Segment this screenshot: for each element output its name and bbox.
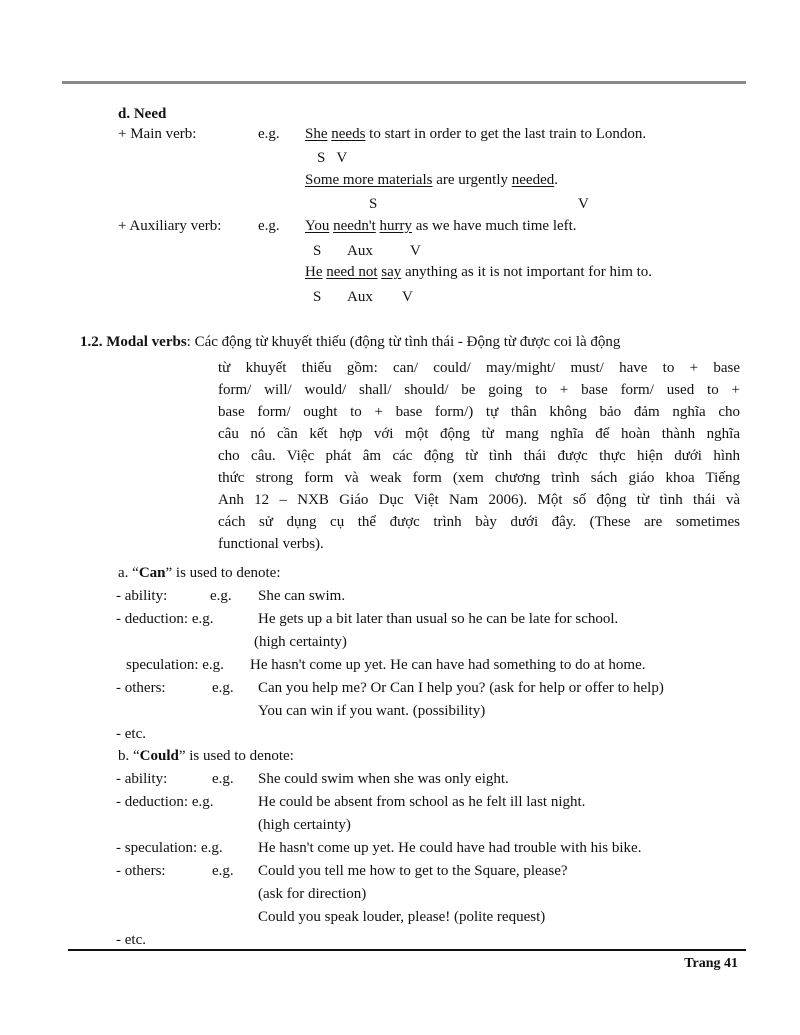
could-deduction-note: (high certainty) — [258, 817, 351, 833]
can-others-text-1: Can you help me? Or Can I help you? (ask for help or offer to help) — [258, 680, 664, 696]
can-etc: - etc. — [116, 726, 146, 742]
could-others-label: - others: — [116, 863, 166, 879]
could-heading: b. “Could” is used to denote: — [118, 748, 294, 764]
example-2-subject-mark: S — [369, 196, 378, 212]
modal-verbs-heading: 1.2. Modal verbs: Các động từ khuyết thiếu (động từ tình thái - Động từ được coi là động — [80, 334, 621, 350]
example-1: She needs to start in order to get the last train to London. — [305, 126, 647, 142]
could-etc: - etc. — [116, 932, 146, 948]
example-1-marks: S V — [317, 150, 348, 166]
could-ability-eg: e.g. — [212, 771, 234, 787]
could-speculation-label: - speculation: e.g. — [116, 840, 223, 856]
can-speculation-text: He hasn't come up yet. He can have had something to do at home. — [250, 657, 646, 673]
example-2-verb-mark: V — [578, 196, 589, 212]
example-4-v-mark: V — [402, 289, 413, 305]
could-deduction-label: - deduction: e.g. — [116, 794, 214, 810]
could-ability-label: - ability: — [116, 771, 168, 787]
can-ability-eg: e.g. — [210, 588, 232, 604]
can-heading: a. “Can” is used to denote: — [118, 565, 281, 581]
page-number: Trang 41 — [684, 956, 738, 971]
could-others-text-2: (ask for direction) — [258, 886, 367, 902]
can-speculation-label: speculation: e.g. — [126, 657, 224, 673]
eg-label: e.g. — [258, 126, 280, 142]
example-4: He need not say anything as it is not important for him to. — [305, 264, 653, 280]
top-divider — [62, 81, 746, 84]
eg-label-2: e.g. — [258, 218, 280, 234]
example-3: You needn't hurry as we have much time left. — [305, 218, 577, 234]
aux-verb-label: + Auxiliary verb: — [118, 218, 222, 234]
can-others-text-2: You can win if you want. (possibility) — [258, 703, 486, 719]
example-3-s-mark: S — [313, 243, 322, 259]
example-4-s-mark: S — [313, 289, 322, 305]
bottom-divider — [68, 949, 746, 951]
can-others-label: - others: — [116, 680, 166, 696]
example-3-aux-mark: Aux — [347, 243, 373, 259]
modal-verbs-paragraph: từ khuyết thiếu gồm: can/ could/ may/might/ must/ have to + base form/ will/ would/ shall/ should/ be going to + base form/ used to + base form/ ought to + base form/) tự thân không bảo đảm nghĩa cho câu nó cần kết hợp với một động từ mang nghĩa để hoàn thành nghĩa cho câu. Việc phát âm các động từ tình thái được thực hiện dưới hình thức strong form và weak form (xem chương trình sách giáo khoa Tiếng Anh 12 – NXB Giáo Dục Việt Nam 2006). Một số động từ tình thái và cách sử dụng cụ thể được trình bày dưới đây. (These are sometimes functional verbs). — [218, 360, 740, 552]
could-others-text-1: Could you tell me how to get to the Square, please? — [258, 863, 568, 879]
example-2: Some more materials are urgently needed. — [305, 172, 558, 188]
example-3-v-mark: V — [410, 243, 421, 259]
can-deduction-text: He gets up a bit later than usual so he can be late for school. — [258, 611, 619, 627]
can-ability-label: - ability: — [116, 588, 168, 604]
could-ability-text: She could swim when she was only eight. — [258, 771, 509, 787]
can-deduction-label: - deduction: e.g. — [116, 611, 214, 627]
can-ability-text: She can swim. — [258, 588, 346, 604]
need-title: d. Need — [118, 106, 167, 122]
can-others-eg: e.g. — [212, 680, 234, 696]
could-others-eg: e.g. — [212, 863, 234, 879]
could-deduction-text: He could be absent from school as he felt ill last night. — [258, 794, 586, 810]
example-4-aux-mark: Aux — [347, 289, 373, 305]
can-deduction-note: (high certainty) — [254, 634, 347, 650]
could-others-text-3: Could you speak louder, please! (polite request) — [258, 909, 546, 925]
could-speculation-text: He hasn't come up yet. He could have had trouble with his bike. — [258, 840, 642, 856]
main-verb-label: + Main verb: — [118, 126, 197, 142]
